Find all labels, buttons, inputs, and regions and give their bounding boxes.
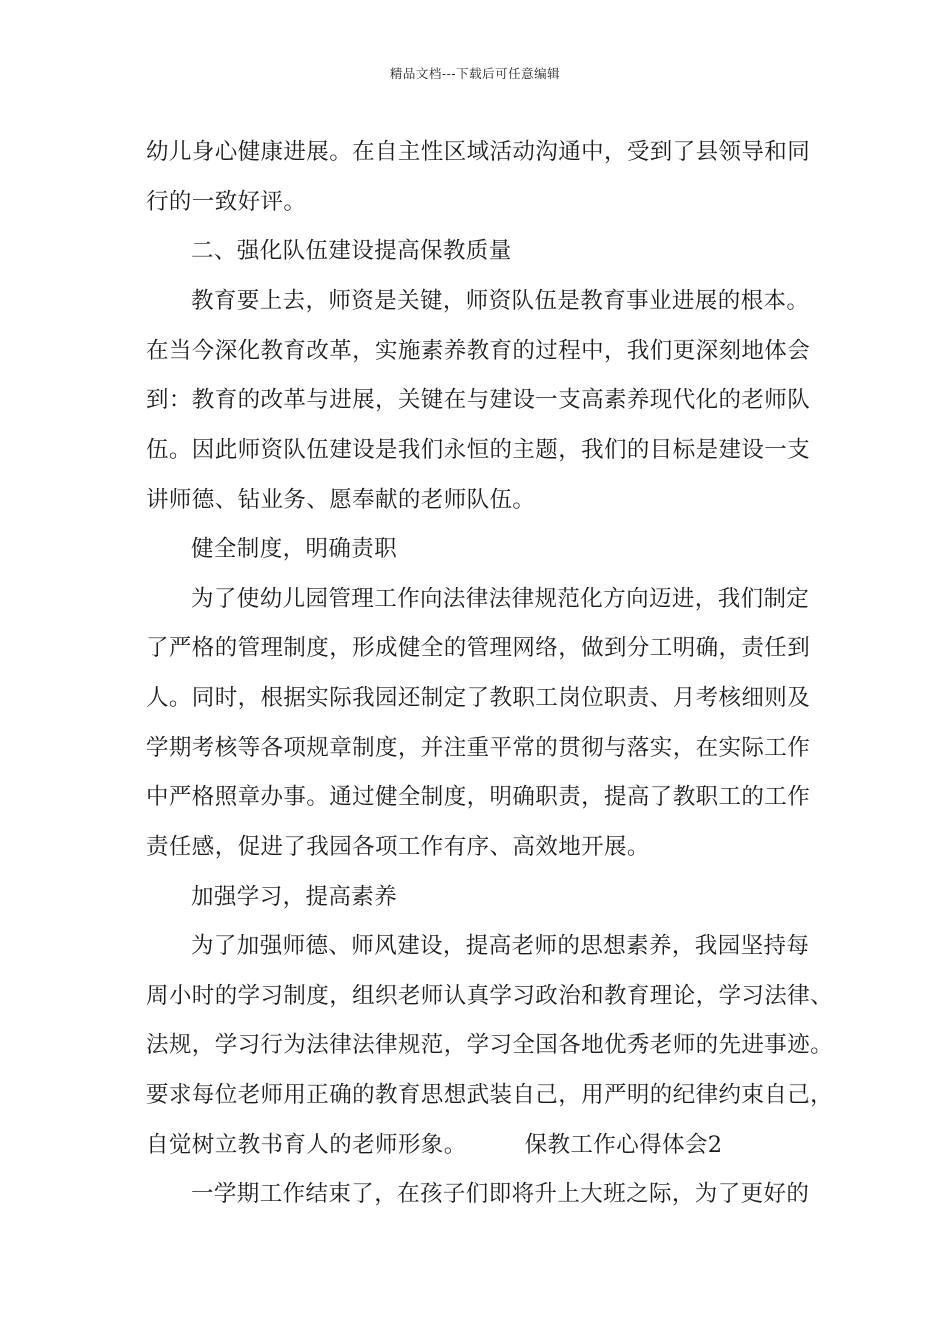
text-line: 讲师德、钻业务、愿奉献的老师队伍。 <box>146 487 536 513</box>
text-fragment: 自觉树立教书育人的老师形象。 <box>146 1132 467 1158</box>
text-line: 为了加强师德、师风建设，提高老师的思想素养，我园坚持每 <box>191 933 810 959</box>
text-line: 行的一致好评。 <box>146 189 307 215</box>
text-line <box>146 1130 723 1160</box>
page-header: 精品文档---下载后可任意编辑 <box>389 66 561 81</box>
section-heading: 二、强化队伍建设提高保教质量 <box>191 238 512 264</box>
text-line: 要求每位老师用正确的教育思想武装自己，用严明的纪律约束自己， <box>146 1082 834 1108</box>
text-line: 幼儿身心健康进展。在自主性区域活动沟通中，受到了县领导和同 <box>146 139 811 165</box>
text-line: 在当今深化教育改革，实施素养教育的过程中，我们更深刻地体会 <box>146 338 811 364</box>
text-line: 了严格的管理制度，形成健全的管理网络，做到分工明确，责任到 <box>146 635 811 661</box>
text-line: 教育要上去，师资是关键，师资队伍是教育事业进展的根本。 <box>191 288 810 314</box>
text-line: 到：教育的改革与进展，关键在与建设一支高素养现代化的老师队 <box>146 387 811 413</box>
text-line: 为了使幼儿园管理工作向法律法律规范化方向迈进，我们制定 <box>191 586 810 612</box>
subsection-heading: 健全制度，明确责职 <box>191 536 398 562</box>
text-line: 责任感，促进了我园各项工作有序、高效地开展。 <box>146 834 650 860</box>
text-line: 学期考核等各项规章制度，并注重平常的贯彻与落实，在实际工作 <box>146 735 811 761</box>
text-line: 伍。因此师资队伍建设是我们永恒的主题，我们的目标是建设一支 <box>146 437 811 463</box>
text-line: 法规，学习行为法律法律规范，学习全国各地优秀老师的先进事迹。 <box>146 1032 834 1058</box>
text-line: 一学期工作结束了，在孩子们即将升上大班之际，为了更好的 <box>191 1181 810 1207</box>
subsection-heading: 加强学习，提高素养 <box>191 884 398 910</box>
text-line: 人。同时，根据实际我园还制定了教职工岗位职责、月考核细则及 <box>146 685 811 711</box>
text-line: 周小时的学习制度，组织老师认真学习政治和教育理论，学习法律、 <box>146 983 834 1009</box>
text-line: 中严格照章办事。通过健全制度，明确职责，提高了教职工的工作 <box>146 784 811 810</box>
article-title: 保教工作心得体会2 <box>524 1132 723 1158</box>
